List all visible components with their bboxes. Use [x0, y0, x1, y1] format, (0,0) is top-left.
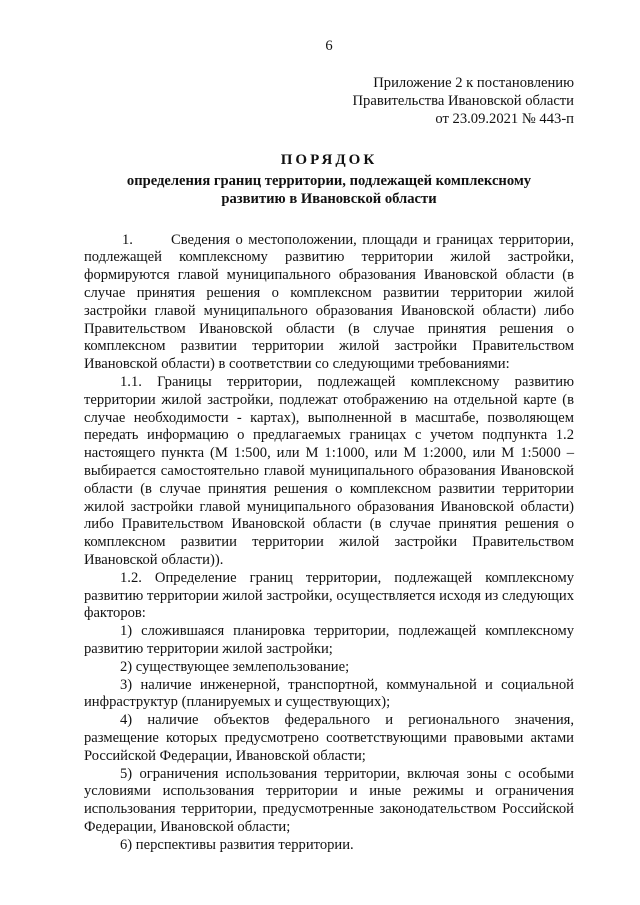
document-subtitle [84, 172, 574, 208]
factor-item: 1) сложившаяся планировка территории, подлежащей комплексному развитию территории жилой застройки; [84, 623, 574, 657]
appendix-line-2: Правительства Ивановской области [352, 92, 574, 109]
appendix-line-3: от 23.09.2021 № 443-п [435, 110, 574, 127]
paragraph-1: 1. Сведения о местоположении, площади и границах территории, подлежащей комплексному развитию территории жилой застройки, формируются главой муниципального образования Ивановской области (в случае принятия решения о комплексном развитии территории жилой застройки главой муниципального образования Ивановской области) либо Правительством Ивановской области (в случае принятия решения о комплексном развитии территории жилой застройки Правительством Ивановской области) в соответствии со следующими требованиями: [84, 231, 574, 373]
factor-item: 2) существующее землепользование; [120, 658, 350, 675]
subtitle-line-1: определения границ территории, подлежащей комплексному [126, 172, 532, 189]
document-title: ПОРЯДОК [280, 151, 378, 168]
factor-item: 5) ограничения использования территории, включая зоны с особыми условиями использования территории и иные режимы и ограничения использования территории, предусмотренные законодательством Российской Федерации, Ивановской области; [84, 765, 574, 835]
paragraph-1-1: 1.1. Границы территории, подлежащей комплексному развитию территории жилой застройки, подлежат отображению на отдельной карте (в случае необходимости - картах), выполненной в масштабе, позволяющем передать информацию о предлагаемых границах с учетом подпункта 1.2 настоящего пункта (М 1:500, или М 1:1000, или М 1:2000, или М 1:5000 – выбирается самостоятельно главой муниципального образования Ивановской области (в случае принятия решения о комплексном развитии территории жилой застройки главой муниципального образования Ивановской области) либо Правительством Ивановской области (в случае принятия решения о комплексном развитии территории жилой застройки Правительством Ивановской области)). [84, 373, 574, 568]
page-number: 6 [325, 38, 333, 54]
appendix-line-1: Приложение 2 к постановлению [373, 74, 574, 91]
subtitle-line-2: развитию в Ивановской области [221, 190, 437, 207]
document-body [84, 232, 574, 855]
paragraph-1-2: 1.2. Определение границ территории, подлежащей комплексному развитию территории жилой застройки, осуществляется исходя из следующих факторов: [84, 569, 574, 622]
factor-item: 3) наличие инженерной, транспортной, коммунальной и социальной инфраструктур (планируемых и существующих); [84, 676, 574, 711]
factor-item: 4) наличие объектов федерального и регионального значения, размещение которых предусмотрено соответствующими правовыми актами Российской Федерации, Ивановской области; [84, 712, 574, 764]
appendix-header [84, 74, 574, 128]
factor-item: 6) перспективы развития территории. [120, 836, 354, 853]
